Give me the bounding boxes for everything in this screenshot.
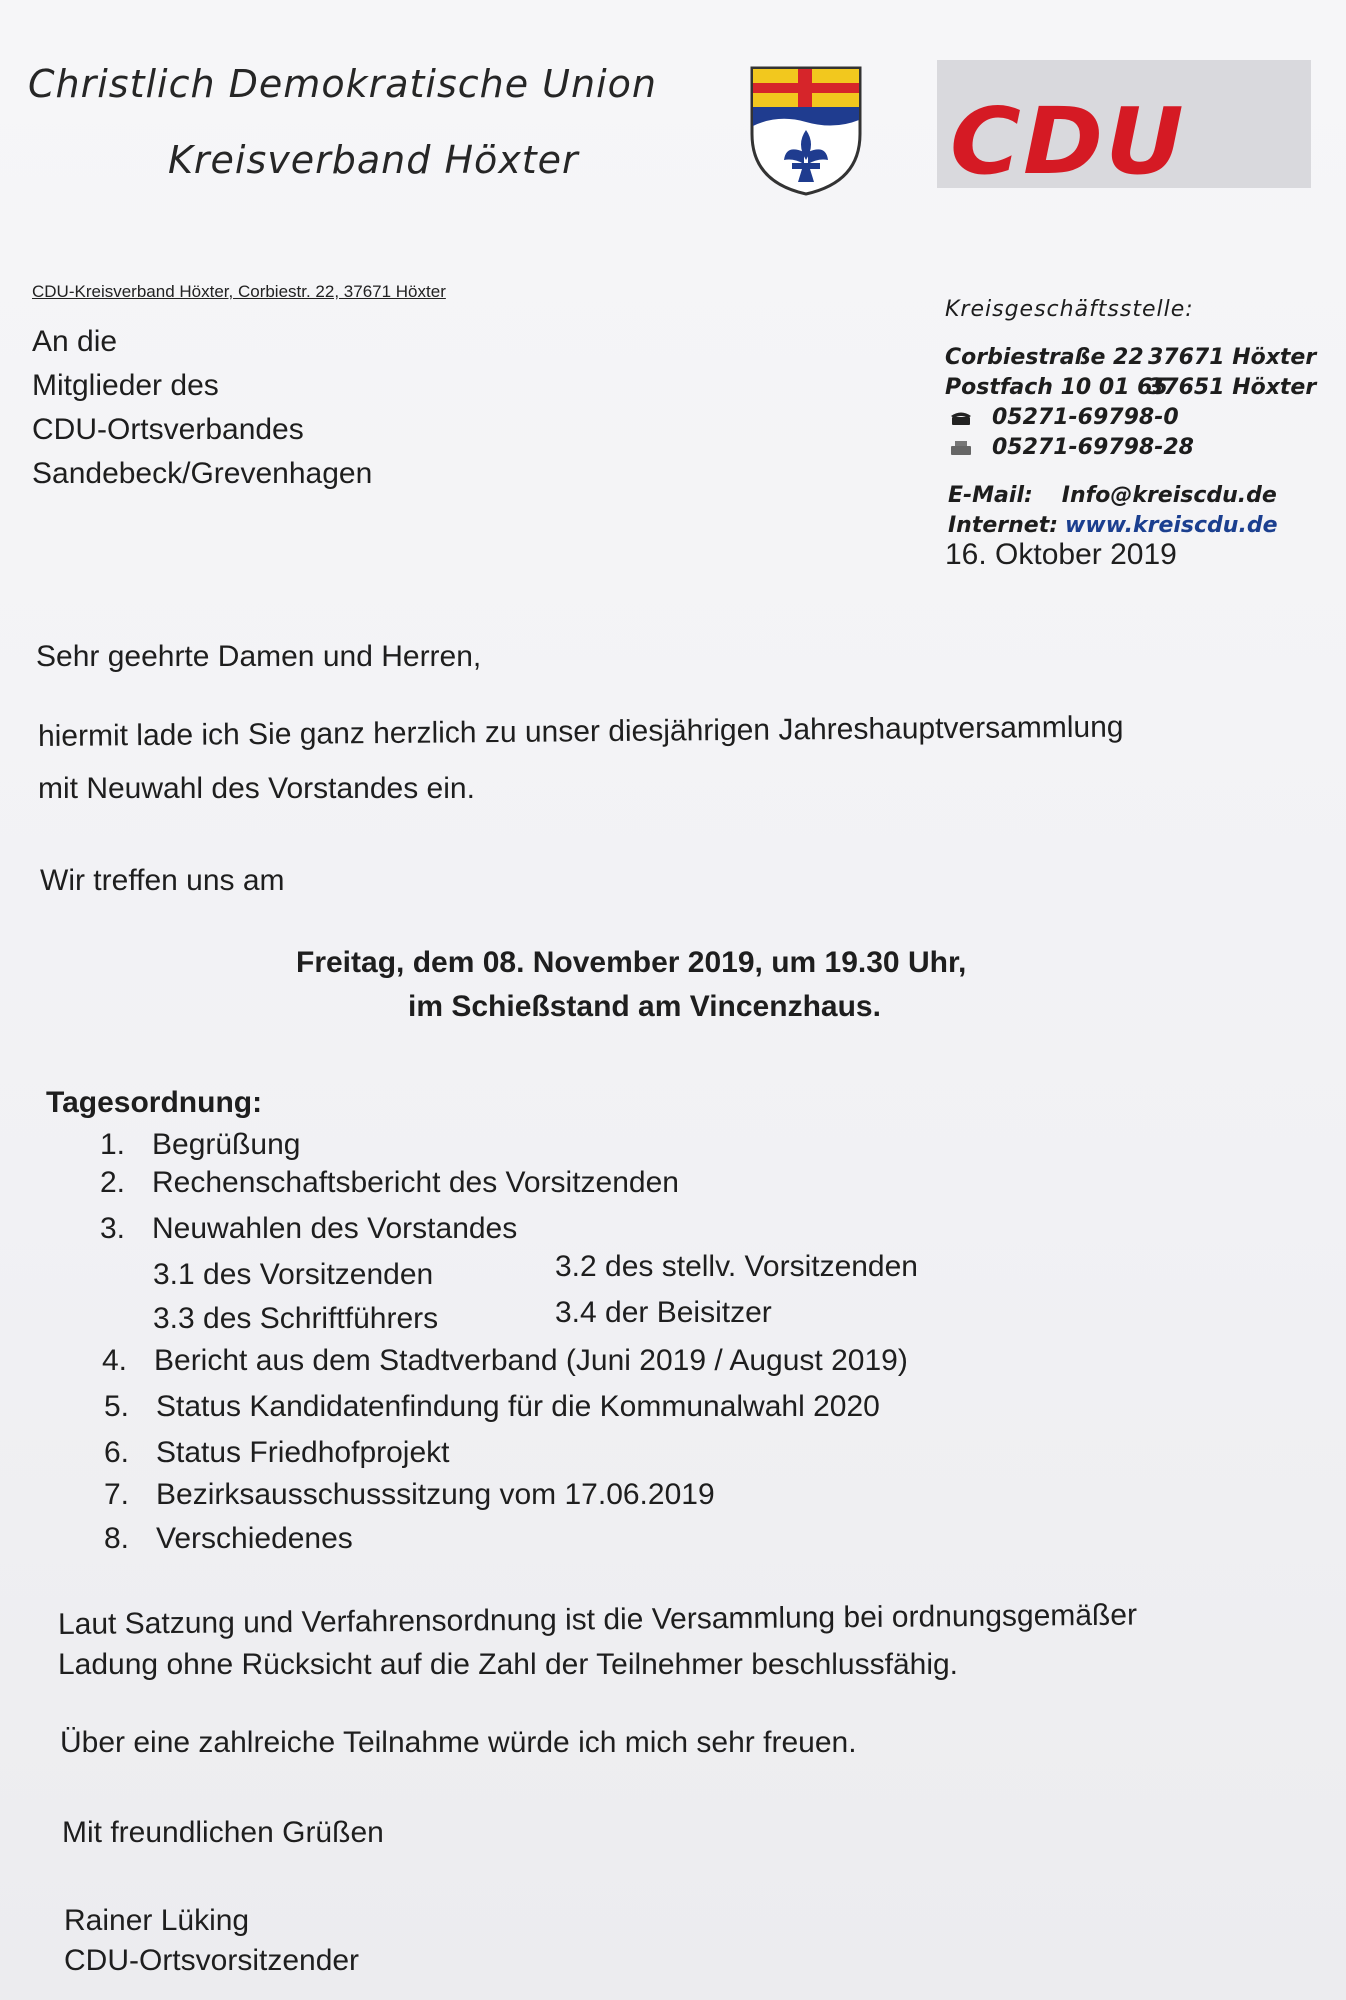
office-phone: [950, 405, 1179, 430]
greeting: Mit freundlichen Grüßen: [62, 1816, 384, 1849]
party-district: Kreisverband Höxter: [168, 138, 579, 182]
office-email: [948, 483, 1277, 508]
office-internet-label: Internet:: [948, 513, 1059, 538]
recipient-block: [32, 320, 372, 496]
agenda-item: [104, 1478, 715, 1512]
office-street-city-text: 37671 Höxter: [1148, 345, 1317, 370]
party-name: Christlich Demokratische Union: [28, 62, 657, 106]
closing-text: Über eine zahlreiche Teilnahme würde ich mich sehr freuen.: [60, 1726, 857, 1759]
agenda-item: [104, 1522, 353, 1556]
agenda-text: Rechenschaftsbericht des Vorsitzenden: [152, 1166, 679, 1199]
agenda-text: Begrüßung: [152, 1128, 301, 1161]
agenda-heading: Tagesordnung:: [46, 1086, 263, 1119]
agenda-number: 2.: [100, 1166, 126, 1199]
agenda-subitem: 3.3 des Schriftführers: [153, 1302, 439, 1335]
office-street: [945, 345, 1144, 370]
agenda-item: [104, 1436, 449, 1470]
agenda-text: Verschiedenes: [156, 1522, 353, 1555]
meet-text: Wir treffen uns am: [40, 864, 285, 897]
agenda-item: [102, 1344, 908, 1378]
recipient-line: Mitglieder des: [32, 369, 219, 402]
agenda-number: 4.: [102, 1344, 128, 1377]
agenda-text: Status Friedhofprojekt: [156, 1436, 450, 1469]
agenda-number: 8.: [104, 1522, 130, 1555]
intro-line: mit Neuwahl des Vorstandes ein.: [38, 772, 475, 805]
office-pobox: [945, 375, 1168, 400]
phone-icon: [950, 411, 972, 425]
recipient-line: CDU-Ortsverbandes: [32, 413, 304, 446]
agenda-text: Bericht aus dem Stadtverband (Juni 2019 / August 2019): [154, 1344, 908, 1377]
agenda-text: Bezirksausschusssitzung vom 17.06.2019: [156, 1478, 715, 1511]
office-fax: [950, 435, 1194, 460]
signer-title: CDU-Ortsvorsitzender: [64, 1944, 360, 1977]
agenda-subitem: 3.2 des stellv. Vorsitzenden: [555, 1250, 918, 1283]
office-pobox-city: [1148, 375, 1316, 400]
office-phone-text: 05271-69798-0: [992, 405, 1179, 430]
letter-date: 16. Oktober 2019: [945, 538, 1177, 571]
office-email-value[interactable]: Info@kreiscdu.de: [1061, 483, 1277, 508]
event-location: im Schießstand am Vincenzhaus.: [408, 990, 881, 1023]
office-email-label: E-Mail:: [948, 483, 1033, 508]
office-pobox-city-text: 37651 Höxter: [1148, 375, 1317, 400]
statute-line: Laut Satzung und Verfahrensordnung ist die Versammlung bei ordnungsgemäßer: [57, 1598, 1138, 1641]
agenda-number: 1.: [100, 1128, 126, 1161]
statute-line: Ladung ohne Rücksicht auf die Zahl der Teilnehmer beschlussfähig.: [58, 1648, 958, 1681]
salutation: Sehr geehrte Damen und Herren,: [36, 640, 482, 673]
agenda-item: [100, 1212, 517, 1246]
agenda-number: 5.: [104, 1390, 130, 1423]
agenda-text: Neuwahlen des Vorstandes: [152, 1212, 518, 1245]
coat-of-arms-icon: [748, 64, 864, 198]
cdu-logo: CDU: [950, 88, 1186, 195]
sender-line: CDU-Kreisverband Höxter, Corbiestr. 22, 37671 Höxter: [32, 282, 446, 301]
event-date: Freitag, dem 08. November 2019, um 19.30 Uhr,: [296, 946, 967, 979]
agenda-number: 3.: [100, 1212, 126, 1245]
agenda-item: [100, 1166, 679, 1200]
agenda-subitem: 3.1 des Vorsitzenden: [153, 1258, 434, 1291]
office-street-city: [1148, 345, 1316, 370]
agenda-subitem: 3.4 der Beisitzer: [555, 1296, 772, 1329]
fax-icon: [950, 441, 972, 455]
office-internet: [948, 513, 1277, 538]
agenda-number: 7.: [104, 1478, 130, 1511]
signer-name: Rainer Lüking: [64, 1904, 250, 1937]
agenda-text: Status Kandidatenfindung für die Kommunalwahl 2020: [156, 1390, 880, 1423]
agenda-number: 6.: [104, 1436, 130, 1469]
recipient-line: Sandebeck/Grevenhagen: [32, 457, 373, 490]
intro-line: hiermit lade ich Sie ganz herzlich zu unser diesjährigen Jahreshauptversammlung: [37, 710, 1124, 753]
office-fax-text: 05271-69798-28: [992, 435, 1194, 460]
office-street-text: Corbiestraße 22: [945, 345, 1144, 370]
office-heading: Kreisgeschäftsstelle:: [945, 297, 1194, 322]
recipient-line: An die: [32, 325, 118, 358]
office-internet-link[interactable]: www.kreiscdu.de: [1065, 513, 1278, 538]
office-pobox-text: Postfach 10 01 65: [945, 375, 1168, 400]
agenda-item: [104, 1390, 880, 1424]
agenda-item: [100, 1128, 300, 1162]
